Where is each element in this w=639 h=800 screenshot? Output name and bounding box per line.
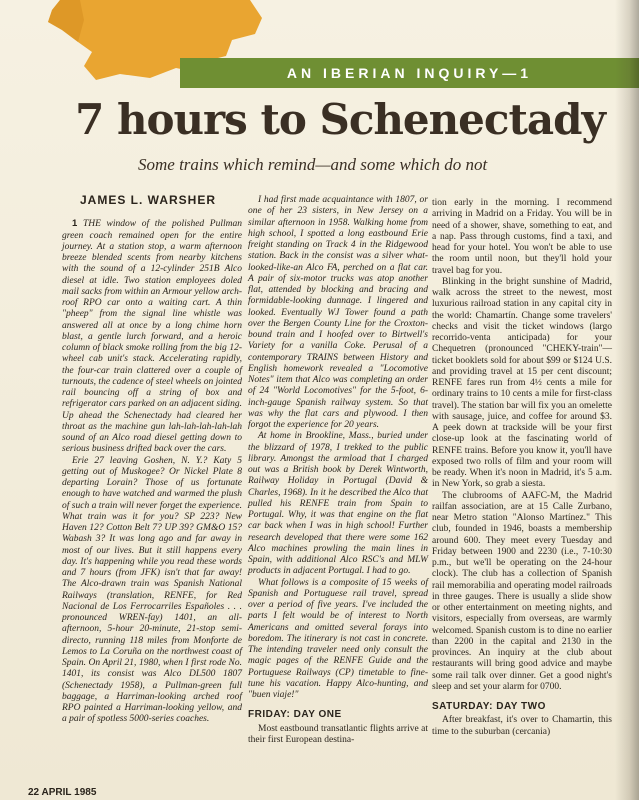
series-banner: AN IBERIAN INQUIRY—1 (180, 58, 639, 88)
paragraph: The clubrooms of AAFC-M, the Madrid railfan association, are at 15 Calle Zurbano, near Metro station "Alonso Martínez." This club, founded in 1946, boasts a membership around 600. They meet every Tuesday and Friday between 1900 and 2230 (i.e., 7-10:30 p.m., but we'll be operating on the 24-hour clock). The club has a collection of Spanish rail memorabilia and operating model railroads in three gauges. There is usually a slide show or other entertainment on meeting nights, and visitors, especially from overseas, are warmly welcomed. Spanish custom is to dine no earlier than 2200 in the capital and 2130 in the provinces. An inquiry at the club about restaurants will bring good advice and maybe some rail talk over dinner. Get a good night's sleep and set your alarm for 0700. (432, 490, 612, 692)
article-subtitle: Some trains which remind—and some which do not (138, 155, 488, 174)
text-column-2 (248, 195, 428, 746)
paragraph (62, 218, 242, 455)
article-title: 7 hours to Schenectady (75, 95, 605, 144)
drop-cap-number: 1 (72, 218, 78, 230)
paragraph: At home in Brookline, Mass., buried under the blizzard of 1978, I trekked to the public library. Amongst the armload that I charged out was a British book by Derek Wintworth, Railway Holiday in Portugal (David & Charles, 1968). In it he described the Alco that pulled his RENFE train from Spain to Portugal. Why, it was that engine on the flat car back when I was in high school! Further research developed that there were some 162 Alco machines prowling the main lines in Spain, with additional Alco RSC's and MLW products in adjacent Portugal. I had to go. (248, 431, 428, 577)
page-gutter-shadow (615, 0, 639, 800)
paragraph-text: THE window of the polished Pullman green coach remained open for the entire journey. At a station stop, a warm afternoon breeze blended scents from nearby kitchens with the sound of a 12-cylinder 251B Alco diesel at idle. Two station employees doled mail sacks from within an Armour yellow arch-roof RPO car onto a waiting cart. A thin "pheep" from the signal line whistle was answered all at once by a long chime horn blast, a gentle lurch forward, and a heroic column of black smoke rolling from the big 12-wheel cab unit's stack. Accelerating rapidly, the four-car train clattered over a couple of turnouts, the cadence of steel wheels on jointed rail bouncing off a string of box and refrigerator cars parked on an adjacent siding. Up ahead the Schenectady had cleared her throat as the machine gun lah-lah-lah-lah-lah sound of an Alco road diesel getting down to serious business drifted back over the cars. (62, 219, 243, 455)
paragraph: Erie 27 leaving Goshen, N. Y.? Katy 5 getting out of Muskogee? Or Nickel Plate 8 departing Lorain? Those of us fortunate enough to have watched and warmed the plush of such a train will never forget the experience. What train was it for you? SP 223? New Haven 12? Cotton Belt 7? UP 39? GM&O 15? Wabash 3? It was long ago and far away in most of our lives. But it still happens every day. It's happening while you read these words and 7 hours (from JFK) isn't that far away! The Alco-drawn train was Spanish National Railways (translation, RENFE, for Red Nacional de Los Ferrocarriles Españoles . . . pronounced WREN-fay) 1401, an all-afternoon, 5-hour 20-minute, 21-stop semi-directo, running 118 miles from Monforte de Lemos to La Coruña on the northwest coast of Spain. On April 21, 1980, when I first rode No. 1401, its consist was Alco DL500 1807 (Schenectady 1958), a Pullman-green full baggage, a Harriman-looking arched roof RPO painted a Harriman-looking yellow, and a pair of spotless 5000-series coaches. (62, 455, 242, 725)
text-column-1 (62, 195, 242, 726)
section-heading: SATURDAY: DAY TWO (432, 701, 546, 712)
byline: JAMES L. WARSHER (80, 193, 217, 207)
paragraph: After breakfast, it's over to Chamartin, this time to the suburban (cercania) (432, 715, 612, 737)
paragraph: tion early in the morning. I recommend arriving in Madrid on a Friday. You will be in need of a shower, shave, something to eat, and a nap. Pass through customs, find a taxi, and head for your hotel. You won't be able to use the room until noon, but they'll hold your travel bag for you. (432, 198, 612, 276)
page-folio: 22 APRIL 1985 (28, 787, 97, 798)
paragraph: Most eastbound transatlantic flights arrive at their first European destina- (248, 723, 428, 745)
paragraph: What follows is a composite of 15 weeks of Spanish and Portuguese rail travel, spread over a period of five years. I've included the parts I felt would be of interest to North Americans and omitted several forays into boredom. The itinerary is not cast in concrete. The intending traveler need only consult the magic pages of the RENFE Guide and the Portuguese Railways (CP) timetable to fine-tune his vacation. Happy Alco-hunting, and "buen viaje!" (248, 577, 428, 700)
text-column-3 (432, 198, 612, 738)
section-heading: FRIDAY: DAY ONE (248, 709, 342, 721)
paragraph: I had first made acquaintance with 1807, or one of her 23 sisters, in New Jersey on a similar afternoon in 1958. Walking home from high school, I spotted a long eastbound Erie freight standing on Track 4 in the Ridgewood station. Back in the consist was a silver what-looked-like-an Alco FA, perched on a flat car. A pair of six-motor trucks was atop another flat, attended by blocking and bracing and formidable-looking dunnage. I lingered and looked. Eventually WJ Tower found a path over the Bergen County Line for the Croxton-bound train and I hoofed over to Birtwell's Variety for a vanilla Coke. Perusal of a contemporary TRAINS between History and English homework revealed a "Locomotive Notes" item that Alco was completing an order of 24 "World Locomotives" for the 5-foot, 6-inch-gauge Spanish railway system. So that was why the flat cars and plywood. I then forgot the experience for 20 years. (248, 195, 428, 430)
paragraph: Blinking in the bright sunshine of Madrid, walk across the street to the newest, most luxurious railroad station in any capital city in the world: Chamartín. Change some travelers' checks and visit the ticket windows (largo recorrido-venta anticipada) for your Chequetren (pronounced "CHEKY-train"—ticket booklets sold for about $99 or $124 U.S. and providing travel at 15 per cent discount; RENFE fares run from 4½ cents a mile for ordinary trains to 10 cents a mile for first-class travel). The station bar will fix you an omelette with sausage, juice, and coffee for around $3. A peek down at trackside will be your first close-up look at the fascinating world of RENFE trains. Before you know it, you'll have exposed two rolls of film and your room will be ready. When it's noon in Madrid, it's 5 a.m. in New York, so grab a siesta. (432, 276, 612, 490)
